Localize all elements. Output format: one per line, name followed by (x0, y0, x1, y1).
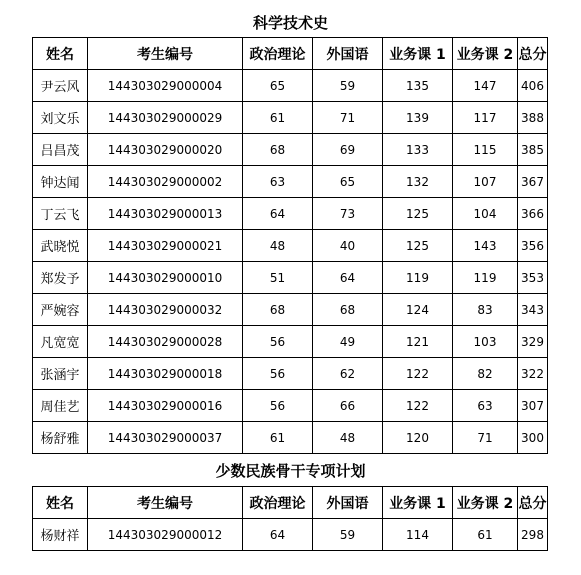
cell-exam-id: 144303029000029 (88, 102, 243, 134)
table-row (33, 198, 548, 230)
cell-foreign-language: 49 (313, 326, 383, 358)
cell-politics: 68 (243, 294, 313, 326)
cell-total: 406 (518, 70, 548, 102)
column-header-total: 总分 (518, 487, 548, 519)
cell-total: 353 (518, 262, 548, 294)
cell-subject-1: 139 (383, 102, 453, 134)
cell-subject-2: 71 (453, 422, 518, 454)
header-row (33, 38, 548, 70)
cell-politics: 68 (243, 134, 313, 166)
table-row (33, 519, 548, 551)
cell-subject-2: 61 (453, 519, 518, 551)
cell-exam-id: 144303029000021 (88, 230, 243, 262)
cell-subject-2: 117 (453, 102, 518, 134)
cell-total: 367 (518, 166, 548, 198)
cell-subject-1: 122 (383, 390, 453, 422)
table-row (33, 390, 548, 422)
cell-politics: 64 (243, 198, 313, 230)
cell-politics: 56 (243, 358, 313, 390)
cell-subject-2: 82 (453, 358, 518, 390)
cell-foreign-language: 64 (313, 262, 383, 294)
cell-total: 343 (518, 294, 548, 326)
cell-foreign-language: 48 (313, 422, 383, 454)
cell-subject-1: 125 (383, 198, 453, 230)
cell-foreign-language: 73 (313, 198, 383, 230)
cell-politics: 63 (243, 166, 313, 198)
cell-politics: 51 (243, 262, 313, 294)
cell-exam-id: 144303029000010 (88, 262, 243, 294)
cell-subject-2: 104 (453, 198, 518, 230)
cell-total: 300 (518, 422, 548, 454)
table-row (33, 326, 548, 358)
column-header-name: 姓名 (33, 38, 88, 70)
cell-subject-1: 120 (383, 422, 453, 454)
cell-total: 322 (518, 358, 548, 390)
column-header-exam-id: 考生编号 (88, 38, 243, 70)
cell-total: 385 (518, 134, 548, 166)
cell-total: 366 (518, 198, 548, 230)
cell-subject-2: 119 (453, 262, 518, 294)
cell-politics: 56 (243, 326, 313, 358)
cell-name: 严婉容 (33, 294, 88, 326)
cell-exam-id: 144303029000037 (88, 422, 243, 454)
cell-exam-id: 144303029000013 (88, 198, 243, 230)
table-row (33, 358, 548, 390)
cell-subject-2: 103 (453, 326, 518, 358)
cell-foreign-language: 69 (313, 134, 383, 166)
column-header-politics: 政治理论 (243, 487, 313, 519)
cell-politics: 64 (243, 519, 313, 551)
cell-exam-id: 144303029000004 (88, 70, 243, 102)
cell-subject-1: 135 (383, 70, 453, 102)
cell-total: 329 (518, 326, 548, 358)
table-row (33, 70, 548, 102)
cell-name: 钟达闻 (33, 166, 88, 198)
column-header-total: 总分 (518, 38, 548, 70)
section-title-minority-program: 少数民族骨干专项计划 (215, 462, 366, 480)
column-header-name: 姓名 (33, 487, 88, 519)
column-header-subject-2: 业务课 2 (453, 487, 518, 519)
column-header-subject-1: 业务课 1 (383, 487, 453, 519)
cell-total: 388 (518, 102, 548, 134)
cell-name: 杨财祥 (33, 519, 88, 551)
cell-exam-id: 144303029000020 (88, 134, 243, 166)
cell-politics: 61 (243, 102, 313, 134)
cell-subject-2: 83 (453, 294, 518, 326)
cell-exam-id: 144303029000028 (88, 326, 243, 358)
column-header-politics: 政治理论 (243, 38, 313, 70)
cell-name: 凡宽宽 (33, 326, 88, 358)
cell-name: 尹云风 (33, 70, 88, 102)
cell-foreign-language: 71 (313, 102, 383, 134)
cell-subject-1: 114 (383, 519, 453, 551)
cell-foreign-language: 65 (313, 166, 383, 198)
cell-name: 杨舒雅 (33, 422, 88, 454)
cell-name: 刘文乐 (33, 102, 88, 134)
column-header-foreign-language: 外国语 (313, 487, 383, 519)
score-table-science-history (32, 37, 548, 454)
header-row (33, 487, 548, 519)
cell-foreign-language: 40 (313, 230, 383, 262)
cell-total: 298 (518, 519, 548, 551)
cell-subject-2: 147 (453, 70, 518, 102)
cell-exam-id: 144303029000002 (88, 166, 243, 198)
cell-subject-2: 143 (453, 230, 518, 262)
cell-subject-1: 133 (383, 134, 453, 166)
column-header-foreign-language: 外国语 (313, 38, 383, 70)
column-header-exam-id: 考生编号 (88, 487, 243, 519)
cell-exam-id: 144303029000012 (88, 519, 243, 551)
cell-name: 周佳艺 (33, 390, 88, 422)
cell-name: 武晓悦 (33, 230, 88, 262)
cell-politics: 65 (243, 70, 313, 102)
cell-subject-1: 124 (383, 294, 453, 326)
cell-foreign-language: 66 (313, 390, 383, 422)
cell-subject-1: 132 (383, 166, 453, 198)
column-header-subject-1: 业务课 1 (383, 38, 453, 70)
cell-subject-2: 63 (453, 390, 518, 422)
cell-subject-2: 107 (453, 166, 518, 198)
cell-exam-id: 144303029000032 (88, 294, 243, 326)
cell-subject-1: 122 (383, 358, 453, 390)
cell-politics: 48 (243, 230, 313, 262)
table-row (33, 230, 548, 262)
cell-subject-1: 125 (383, 230, 453, 262)
cell-total: 356 (518, 230, 548, 262)
section-title-science-history: 科学技术史 (252, 14, 328, 32)
cell-exam-id: 144303029000016 (88, 390, 243, 422)
cell-exam-id: 144303029000018 (88, 358, 243, 390)
cell-name: 郑发予 (33, 262, 88, 294)
cell-name: 张涵宇 (33, 358, 88, 390)
cell-name: 丁云飞 (33, 198, 88, 230)
table-row (33, 262, 548, 294)
cell-foreign-language: 68 (313, 294, 383, 326)
column-header-subject-2: 业务课 2 (453, 38, 518, 70)
cell-subject-2: 115 (453, 134, 518, 166)
cell-total: 307 (518, 390, 548, 422)
cell-foreign-language: 59 (313, 70, 383, 102)
cell-subject-1: 119 (383, 262, 453, 294)
table-row (33, 422, 548, 454)
cell-politics: 61 (243, 422, 313, 454)
table-row (33, 294, 548, 326)
table-row (33, 166, 548, 198)
cell-foreign-language: 59 (313, 519, 383, 551)
table-row (33, 134, 548, 166)
cell-name: 吕昌茂 (33, 134, 88, 166)
cell-subject-1: 121 (383, 326, 453, 358)
cell-foreign-language: 62 (313, 358, 383, 390)
cell-politics: 56 (243, 390, 313, 422)
score-table-minority-program (32, 486, 548, 551)
table-row (33, 102, 548, 134)
